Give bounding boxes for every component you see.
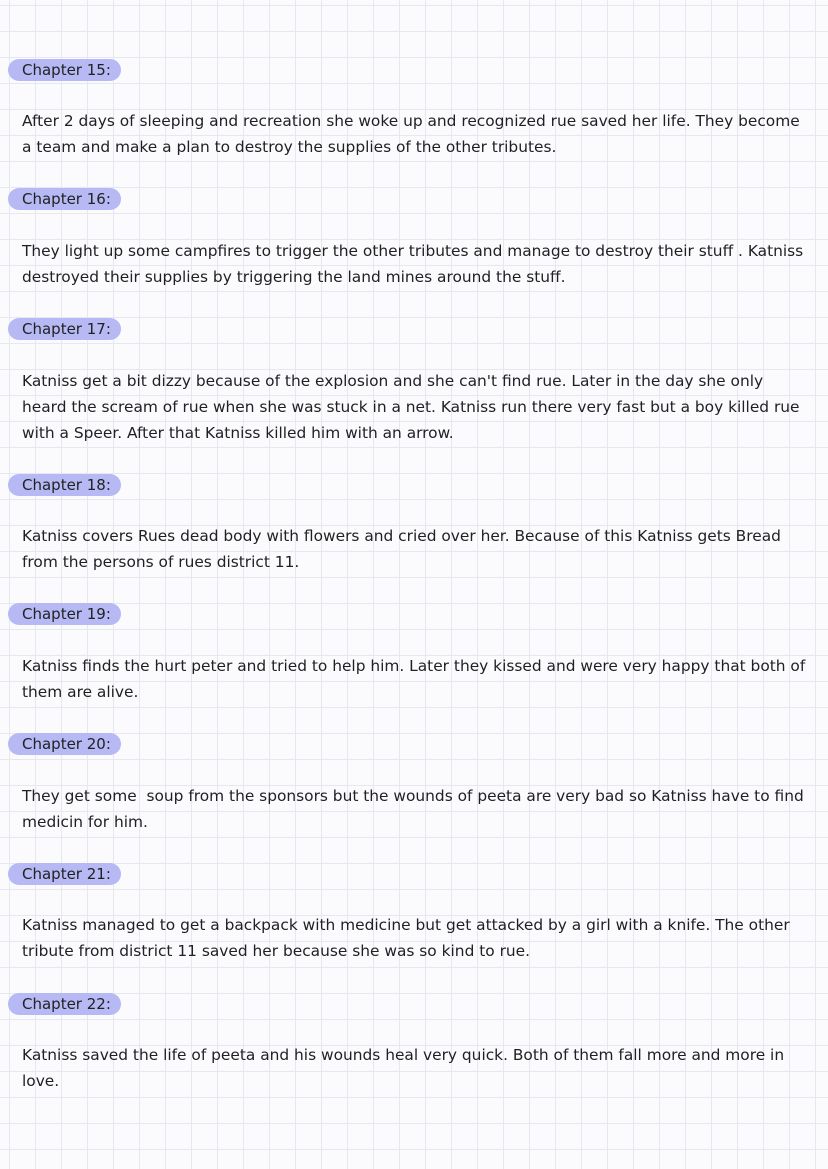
chapter-heading: Chapter 20: bbox=[8, 733, 121, 755]
chapter-heading: Chapter 16: bbox=[8, 188, 121, 210]
chapter-summary: They light up some campfires to trigger the other tributes and manage to destroy their stuff . Katniss destroyed their supplies by triggering the land mines around the stuff. bbox=[22, 242, 804, 286]
chapter-heading: Chapter 19: bbox=[8, 603, 121, 625]
chapter-heading: Chapter 21: bbox=[8, 863, 121, 885]
chapter-heading: Chapter 22: bbox=[8, 993, 121, 1015]
chapter-summary: They get some soup from the sponsors but the wounds of peeta are very bad so Katniss have to find medicin for him. bbox=[22, 787, 809, 831]
chapter-summary: Katniss managed to get a backpack with medicine but get attacked by a girl with a knife. The other tribute from district 11 saved her because she was so kind to rue. bbox=[22, 916, 790, 960]
chapter-summary: Katniss get a bit dizzy because of the explosion and she can't find rue. Later in the day she only heard the scream of rue when she was stuck in a net. Katniss run there very fast but a boy killed rue with a Speer. After that Katniss killed him with an arrow. bbox=[22, 372, 800, 442]
chapter-summary: Katniss saved the life of peeta and his wounds heal very quick. Both of them fall more and more in love. bbox=[22, 1046, 785, 1090]
chapter-summary: Katniss finds the hurt peter and tried to help him. Later they kissed and were very happy that both of them are alive. bbox=[22, 657, 806, 701]
chapter-heading: Chapter 17: bbox=[8, 318, 121, 340]
chapter-summary: Katniss covers Rues dead body with flowers and cried over her. Because of this Katniss gets Bread from the persons of rues district 11. bbox=[22, 527, 781, 571]
chapter-heading: Chapter 18: bbox=[8, 474, 121, 496]
chapter-summary: After 2 days of sleeping and recreation she woke up and recognized rue saved her life. They become a team and make a plan to destroy the supplies of the other tributes. bbox=[22, 112, 800, 156]
chapter-heading: Chapter 15: bbox=[8, 59, 121, 81]
